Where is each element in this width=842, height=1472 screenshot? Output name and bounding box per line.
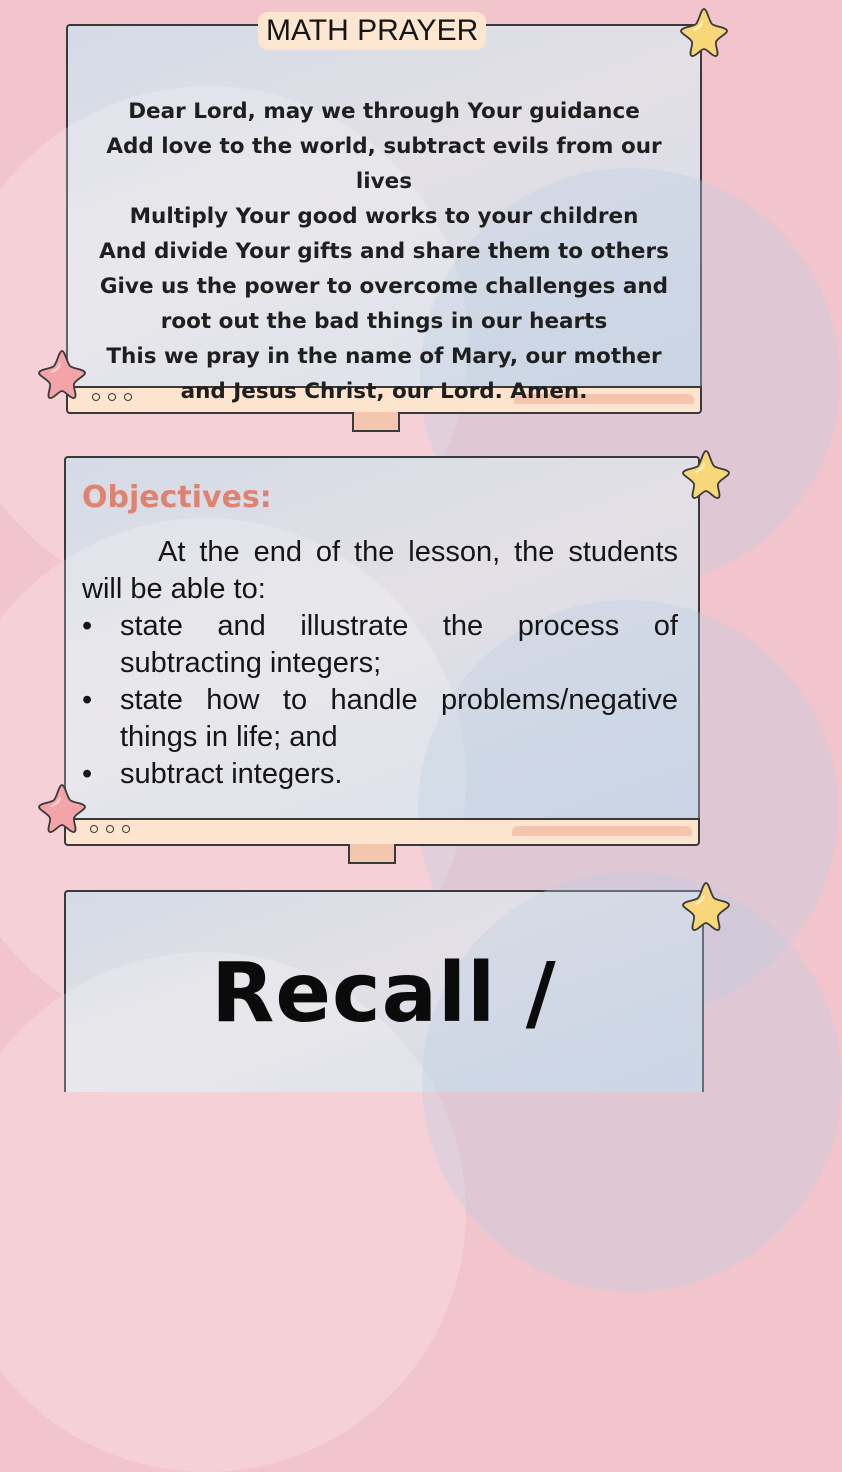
prayer-monitor: [66, 24, 702, 434]
recall-monitor: [64, 890, 704, 1090]
monitor-stand: [352, 412, 400, 432]
prayer-line: root out the bad things in our hearts: [160, 309, 608, 334]
prayer-line: This we pray in the name of Mary, our mother: [106, 344, 662, 369]
recall-title: Recall /: [211, 946, 557, 1041]
monitor-stand: [348, 844, 396, 864]
objectives-body: [82, 534, 678, 793]
monitor-dots-icon: [90, 825, 130, 833]
prayer-screen: [66, 24, 702, 404]
prayer-line: Give us the power to overcome challenges and: [99, 274, 669, 299]
objectives-list: [82, 608, 678, 793]
prayer-line: lives: [355, 169, 413, 194]
star-icon: [680, 880, 732, 932]
objectives-intro: At the end of the lesson, the students will be able to:: [82, 536, 678, 605]
prayer-line: Multiply Your good works to your children: [129, 204, 639, 229]
list-item: • state and illustrate the process of subtracting integers;: [82, 608, 678, 682]
objectives-screen: [64, 456, 700, 820]
list-item: • state how to handle problems/negative things in life; and: [82, 682, 678, 756]
recall-screen: [64, 890, 704, 1092]
prayer-line: Add love to the world, subtract evils from our: [106, 134, 662, 159]
prayer-line: And divide Your gifts and share them to others: [99, 239, 669, 264]
prayer-title: MATH PRAYER: [258, 12, 486, 50]
star-icon: [680, 448, 732, 500]
monitor-bezel: [64, 818, 700, 846]
objectives-heading: Objectives:: [82, 480, 272, 515]
objectives-monitor: [64, 456, 700, 866]
prayer-line: and Jesus Christ, our Lord. Amen.: [180, 379, 588, 404]
star-icon: [678, 6, 730, 58]
list-item: • subtract integers.: [82, 756, 678, 793]
prayer-text: [68, 94, 700, 409]
prayer-line: Dear Lord, may we through Your guidance: [128, 99, 640, 124]
star-icon: [36, 782, 88, 834]
